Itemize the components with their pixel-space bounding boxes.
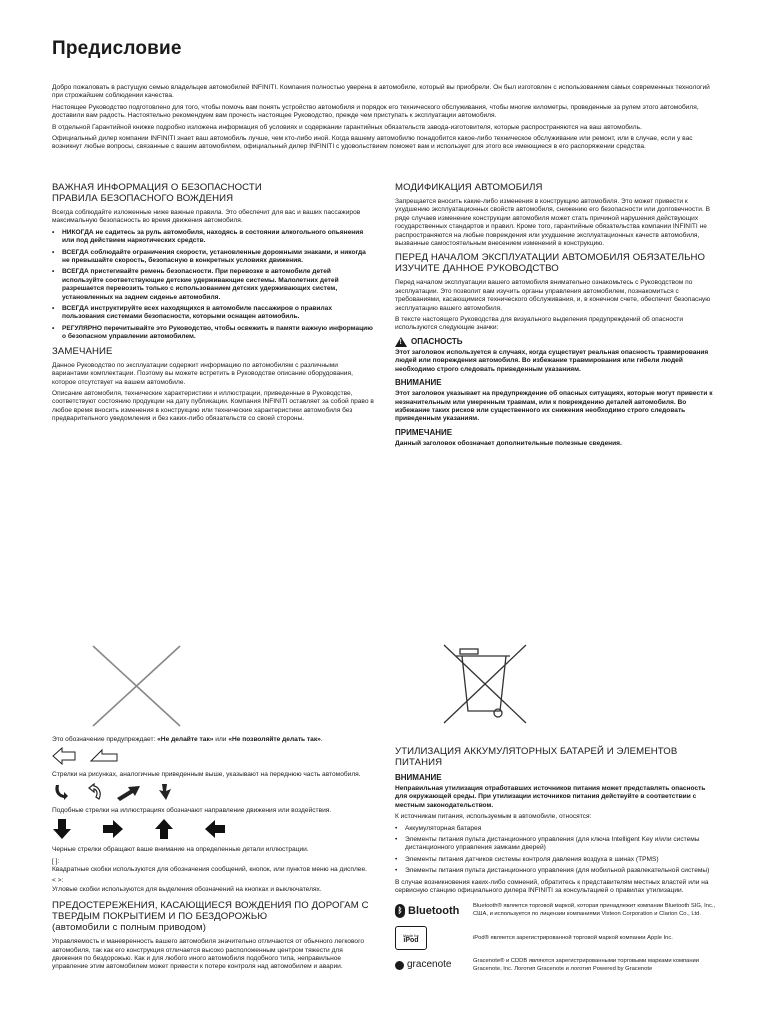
symbols-section [52,736,374,975]
brand-row-bluetooth [395,903,717,918]
warning-triangle-icon: ! [395,337,407,347]
curved-arrow-icon [52,783,70,801]
caption-quote: «Не делайте так» [157,736,214,743]
before-paragraph: В тексте настоящего Руководства для визуального выделения предупреждений об опасности используются следующие значки: [395,316,684,332]
left-column [52,178,374,427]
modification-text: Запрещается вносить какие-либо изменения в конструкцию автомобиля. Это может привести к ухудшению эксплуатационных свойств автомобиля, снижению его безопасности или долговечности. В ряде случаев изменение конструкции автомобиля может стать причиной нарушения действующих государственных стандартов и правил. Кроме того, гарантийные обязательства компании INFINITI не распространяются на любые повреждения или ухудшение эксплуатационных качеств автомобиля, вызванные самостоятельным внесением изменений в конструкцию. [395,198,710,248]
crossed-out-bin-icon [440,643,532,727]
batteries-list [395,825,717,876]
brand-row-ipod [395,926,717,950]
arrow-right-icon [102,819,124,839]
logo-text: Bluetooth [408,904,460,917]
square-brackets-text: Квадратные скобки используются для обозначения сообщений, кнопок, или пунктов меню на дисплее. [52,866,367,874]
outline-arrow-left-icon [52,747,76,765]
brand-row-gracenote [395,958,717,973]
batteries-warning-heading: ВНИМАНИЕ [395,773,442,782]
outline-arrows-text: Стрелки на рисунках, аналогичные приведенным выше, указывают на переднюю часть автомобиля. [52,771,361,779]
arrow-up-icon [154,818,174,840]
bluetooth-text: Bluetooth® является торговой маркой, которая принадлежит компании Bluetooth SIG, Inc., США, и используется по лицензии компаниями Visteon Corporation и Clarion Co., Ltd. [473,903,716,917]
before-heading: ПЕРЕД НАЧАЛОМ ЭКСПЛУАТАЦИИ АВТОМОБИЛЯ ОБЯЗАТЕЛЬНО ИЗУЧИТЕ ДАННОЕ РУКОВОДСТВО [395,252,706,275]
x-caption [52,736,374,744]
gracenote-logo [395,961,463,970]
warning-text: Этот заголовок указывает на предупреждение об опасных ситуациях, которые могут привести к незначительным или умеренным травмам, или к повреждению деталей автомобиля. Во избежание таких рисков или существенного их снижения необходимо строго следовать приведенным указаниям. [395,390,713,423]
batteries-warning-text: Неправильная утилизация отработавших источников питания может представлять опасность для окружающей среды. При утилизации источников питания действуйте в соответствии с местным законодательством. [395,785,706,809]
motion-arrows [52,783,374,801]
batteries-footer: В случае возникновения каких-либо сомнений, обратитесь к представителям местных властей или на сервисную станцию официального дилера INFINITI за консультацией о правилах утилизации. [395,878,709,895]
list-item: • Элементы питания датчиков системы контроля давления воздуха в шинах (TPMS) [395,856,717,864]
batteries-heading: УТИЛИЗАЦИЯ АККУМУЛЯТОРНЫХ БАТАРЕЙ И ЭЛЕМЕНТОВ ПИТАНИЯ [395,746,678,768]
gracenote-text: Gracenote® и CDDB являются зарегистрированными торговыми марками компании Gracenote, Inc. Логотип Gracenote и логотип Powered by Gracenote [473,958,700,972]
caption-text: или [213,736,229,743]
list-item: • ВСЕГДА соблюдайте ограничения скорости, установленные дорожными знаками, и никогда не превышайте скорость, безопасную в конкретных условиях движения. [52,249,374,266]
arrow-left-icon [204,819,226,839]
safety-heading: ВАЖНАЯ ИНФОРМАЦИЯ О БЕЗОПАСНОСТИ ПРАВИЛА БЕЗОПАСНОГО ВОЖДЕНИЯ [52,182,262,204]
logo-text: iPod [403,937,419,945]
note-paragraph: Данное Руководство по эксплуатации содержит информацию по автомобилям с различными вариантами комплектации. Поэтому вы можете встретить в Руководстве описание оборудования, которое отсутствует на вашем автомобиле. [52,361,353,386]
arrow-down-icon [52,818,72,840]
safety-rules-list [52,229,374,342]
intro-paragraph: Добро пожаловать в растущую семью владельцев автомобилей INFINITI. Компания полностью уверена в автомобиле, который вы приобрели. Он был изготовлен с использованием самых современных технологий при строжайшем соблюдении качества. [52,84,710,100]
intro-paragraph: Настоящее Руководство подготовлено для того, чтобы помочь вам понять устройство автомобиля и порядок его технического обслуживания, чтобы многие километры, проведенные за рулем этого автомобиля, доставили вам радость. Настоятельно рекомендуем вам прочесть настоящее Руководство, прежде чем приступать к эксплуатации автомобиля. [52,103,699,120]
outline-arrows [52,747,374,765]
down-right-arrow-icon [156,783,174,801]
notice-text: Данный заголовок обозначает дополнительные полезные сведения. [395,439,622,447]
ipod-logo [395,926,463,950]
intro-section [52,84,722,155]
list-item: • Аккумуляторная батарея [395,825,717,833]
turn-arrow-icon [84,783,102,801]
logo-small-text: Made for [403,933,419,939]
ipod-text: iPod® является зарегистрированной торговой маркой компании Apple Inc. [473,934,673,941]
right-column [395,178,717,451]
list-item: • РЕГУЛЯРНО перечитывайте это Руководство, чтобы освежить в памяти важную информацию о безопасном управлении автомобилем. [52,325,374,342]
danger-text: Этот заголовок используется в случаях, когда существует реальная опасность травмирования людей или повреждения автомобиля. Во избежание травмирования или гибели людей необходимо строго следовать приведенным указаниям. [395,348,709,373]
bluetooth-icon: ᛒ [395,904,405,918]
warning-heading: ВНИМАНИЕ [395,378,442,388]
list-item: • ВСЕГДА инструктируйте всех находящихся в автомобиле пассажиров о правилах пользования системами безопасности, которыми оснащен автомобиль. [52,305,374,322]
list-item: • НИКОГДА не садитесь за руль автомобиля, находясь в состоянии алкогольного опьянения или под действием наркотических средств. [52,229,374,246]
black-arrows [52,818,374,840]
modification-heading: МОДИФИКАЦИЯ АВТОМОБИЛЯ [395,182,543,193]
list-item: • ВСЕГДА пристегивайте ремень безопасности. При перевозке в автомобиле детей используйте соответствующие детские удерживающие системы. Малолетних детей разрешается перевозить только с использованием детских удерживающих систем, установленных на заднем сиденье автомобиля. [52,268,374,302]
diagonal-arrow-icon [116,783,142,801]
notice-heading: ПРИМЕЧАНИЕ [395,427,453,437]
caption-text: . [320,736,323,743]
page-title: Предисловие [52,38,182,59]
offroad-heading: ПРЕДОСТЕРЕЖЕНИЯ, КАСАЮЩИЕСЯ ВОЖДЕНИЯ ПО ДОРОГАМ С ТВЕРДЫМ ПОКРЫТИЕМ И ПО БЕЗДОРОЖЬЮ [52,900,369,923]
intro-paragraph: Официальный дилер компании INFINITI знает ваш автомобиль лучше, чем кто-либо иной. Когда вашему автомобилю понадобится какое-либо техническое обслуживание или ремонт, или в случае, если у вас возникнут любые вопросы, связанные с вашим автомобилем, официальный дилер INFINITI с удовольствием поможет вам и использует для этого все имеющиеся в его распоряжении средства. [52,135,693,151]
cross-x-icon [68,642,316,730]
caption-quote: «Не позволяйте делать так» [228,736,321,743]
black-arrows-text: Черные стрелки обращают ваше внимание на определенные детали иллюстрации. [52,846,309,854]
batteries-lead: К источникам питания, используемым в автомобиле, относятся: [395,813,592,821]
angle-brackets-text: Угловые скобки используются для выделения обозначений на кнопках и выключателях. [52,885,322,893]
motion-arrows-text: Подобные стрелки на иллюстрациях обозначают направление движения или воздействия. [52,806,332,814]
list-item: • Элементы питания пульта дистанционного управления (для ключа Intelligent Key и/или системы дистанционного управления замками дверей) [395,836,717,853]
danger-label: ОПАСНОСТЬ [411,336,463,346]
gracenote-icon [395,961,404,970]
outline-arrow-slanted-icon [90,748,118,764]
angle-brackets-symbol: < >: [52,877,64,885]
danger-heading [395,337,717,347]
caption-text: Это обозначение предупреждает: [52,736,158,743]
batteries-section [395,742,717,981]
offroad-text: Управляемость и маневренность вашего автомобиля значительно отличаются от обычного легкового автомобиля, так как его конструкция отличается высоко расположенным центром тяжести для движения по бездорожью. Как и для любого иного автомобиля подобного типа, неправильное управление этим автомобилем может привести к потере контроля над автомобилем и аварии. [52,938,365,971]
list-item: • Элементы питания пульта дистанционного управления (для мобильной развлекательной системы) [395,867,717,875]
note-heading: ЗАМЕЧАНИЕ [52,345,113,357]
square-brackets-symbol: [ ]: [52,857,60,865]
offroad-subheading: (автомобили с полным приводом) [52,922,207,934]
note-paragraph: Описание автомобиля, технические характеристики и иллюстрации, приведенные в Руководстве, соответствуют состоянию продукции на дату публикации. Компания INFINITI оставляет за собой право в любое время вносить изменения в конструкцию или технические характеристики автомобиля без предварительного уведомления и без каких-либо обязательств со своей стороны. [52,389,374,423]
safety-lead: Всегда соблюдайте изложенные ниже важные правила. Это обеспечит для вас и ваших пассажиров максимальную безопасность во время движения автомобиля. [52,209,361,225]
bluetooth-logo [395,904,463,918]
logo-text: gracenote [407,959,452,971]
intro-paragraph: В отдельной Гарантийной книжке подробно изложена информация об условиях и содержании гарантийных обязательств завода-изготовителя, которые распространяются на ваш автомобиль. [52,123,642,131]
before-paragraph: Перед началом эксплуатации вашего автомобиля внимательно ознакомьтесь с Руководством по эксплуатации. Это позволит вам изучить органы управления автомобилем, познакомиться с требованиями, касающимися технического обслуживания, и, в конечном счете, обеспечит безопасную эксплуатацию вашего автомобиля. [395,279,711,312]
